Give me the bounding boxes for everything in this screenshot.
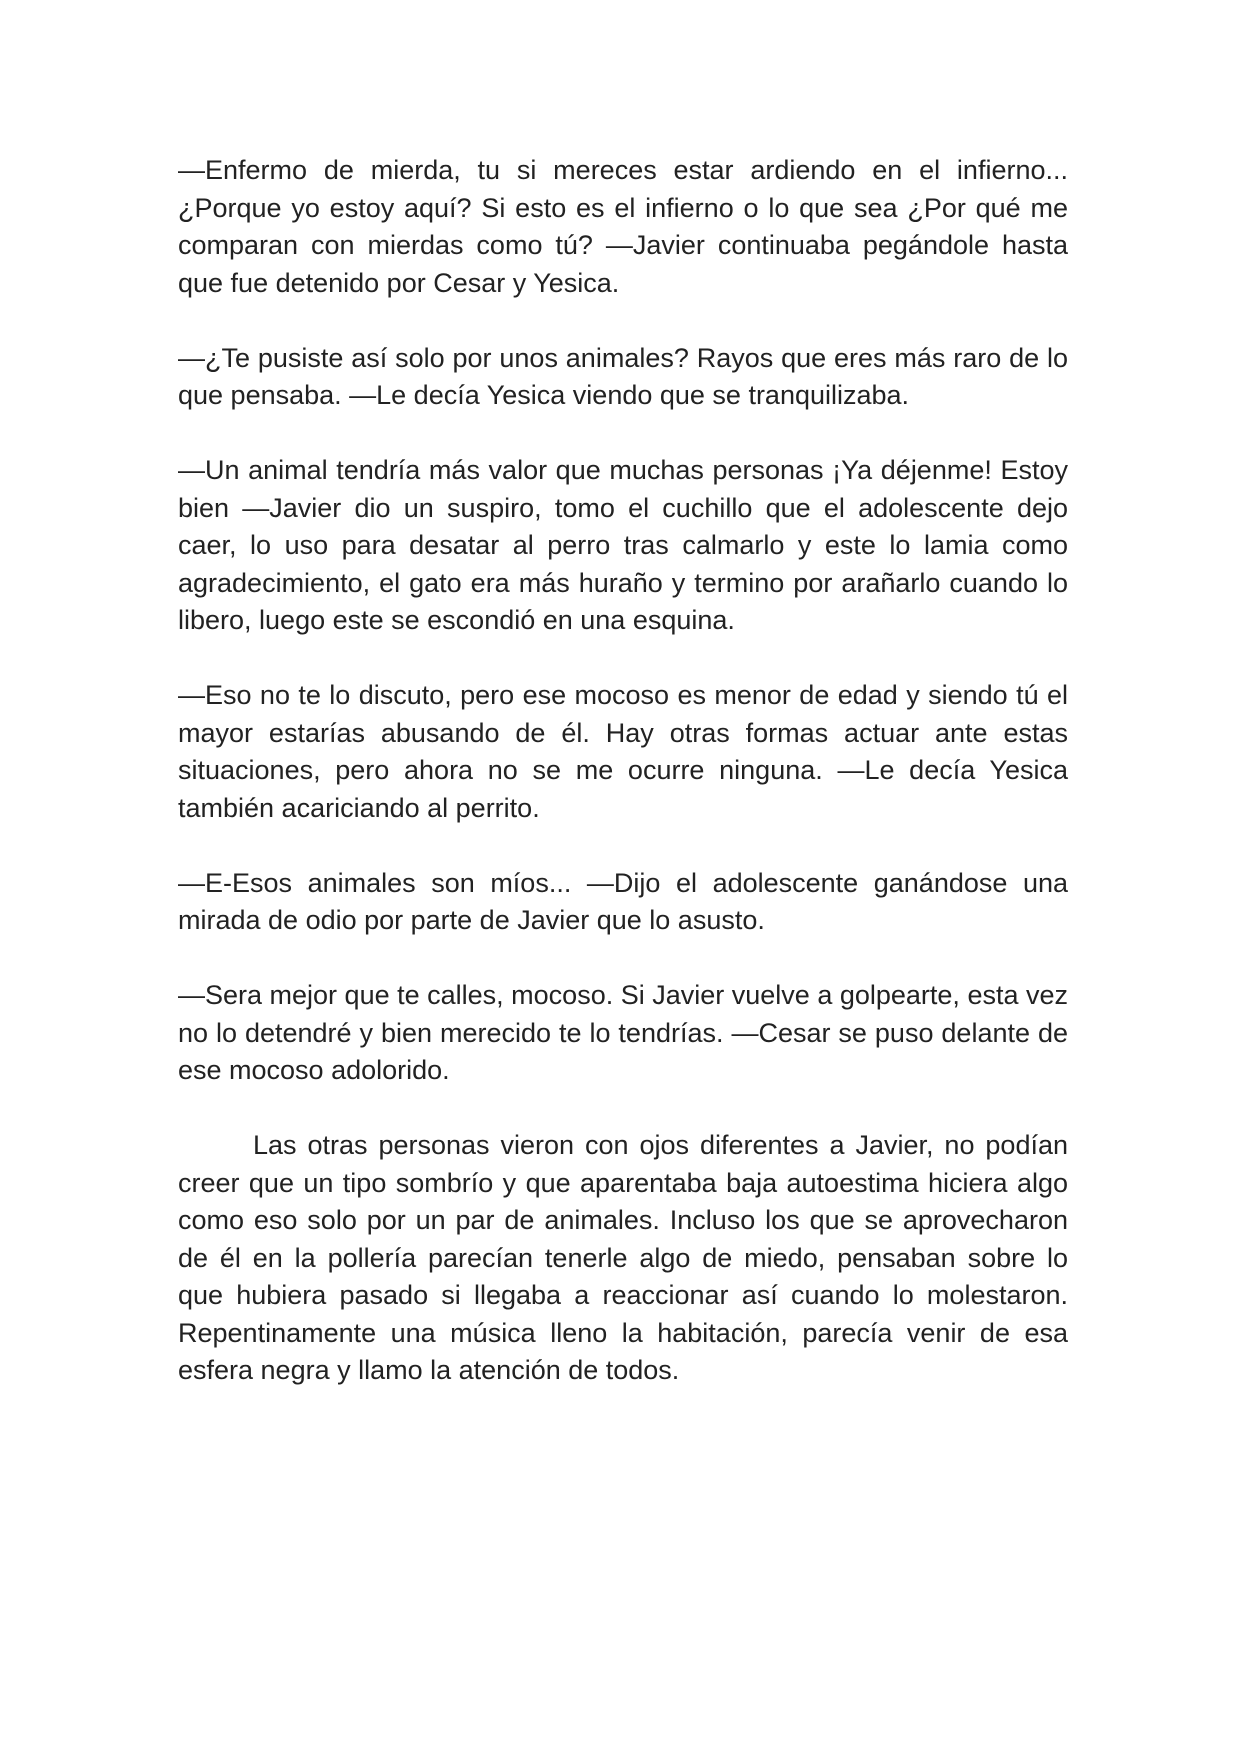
paragraph-6: —Sera mejor que te calles, mocoso. Si Javier vuelve a golpearte, esta vez no lo detendré y bien merecido te lo tendrías. —Cesar se puso delante de ese mocoso adolorido. bbox=[178, 980, 1068, 1085]
paragraph-4: —Eso no te lo discuto, pero ese mocoso es menor de edad y siendo tú el mayor estarías abusando de él. Hay otras formas actuar ante estas situaciones, pero ahora no se me ocurre ninguna. —Le decía Yesica también acariciando al perrito. bbox=[178, 680, 1068, 823]
paragraph-2: —¿Te pusiste así solo por unos animales? Rayos que eres más raro de lo que pensaba. —Le decía Yesica viendo que se tranquilizaba. bbox=[178, 342, 1068, 410]
body-text bbox=[178, 152, 1068, 1427]
paragraph-3: —Un animal tendría más valor que muchas personas ¡Ya déjenme! Estoy bien —Javier dio un suspiro, tomo el cuchillo que el adolescente dejo caer, lo uso para desatar al perro tras calmarlo y este lo lamia como agradecimiento, el gato era más huraño y termino por arañarlo cuando lo libero, luego este se escondió en una esquina. bbox=[178, 455, 1068, 635]
paragraph-5: —E-Esos animales son míos... —Dijo el adolescente ganándose una mirada de odio por parte de Javier que lo asusto. bbox=[178, 867, 1068, 935]
paragraph-1: —Enfermo de mierda, tu si mereces estar ardiendo en el infierno... ¿Porque yo estoy aquí? Si esto es el infierno o lo que sea ¿Por qué me comparan con mierdas como tú? —Javier continuaba pegándole hasta que fue detenido por Cesar y Yesica. bbox=[178, 155, 1068, 298]
paragraph-7: Las otras personas vieron con ojos diferentes a Javier, no podían creer que un tipo sombrío y que aparentaba baja autoestima hiciera algo como eso solo por un par de animales. Incluso los que se aprovecharon de él en la pollería parecían tenerle algo de miedo, pensaban sobre lo que hubiera pasado si llegaba a reaccionar así cuando lo molestaron. Repentinamente una música lleno la habitación, parecía venir de esa esfera negra y llamo la atención de todos. bbox=[178, 1130, 1068, 1385]
